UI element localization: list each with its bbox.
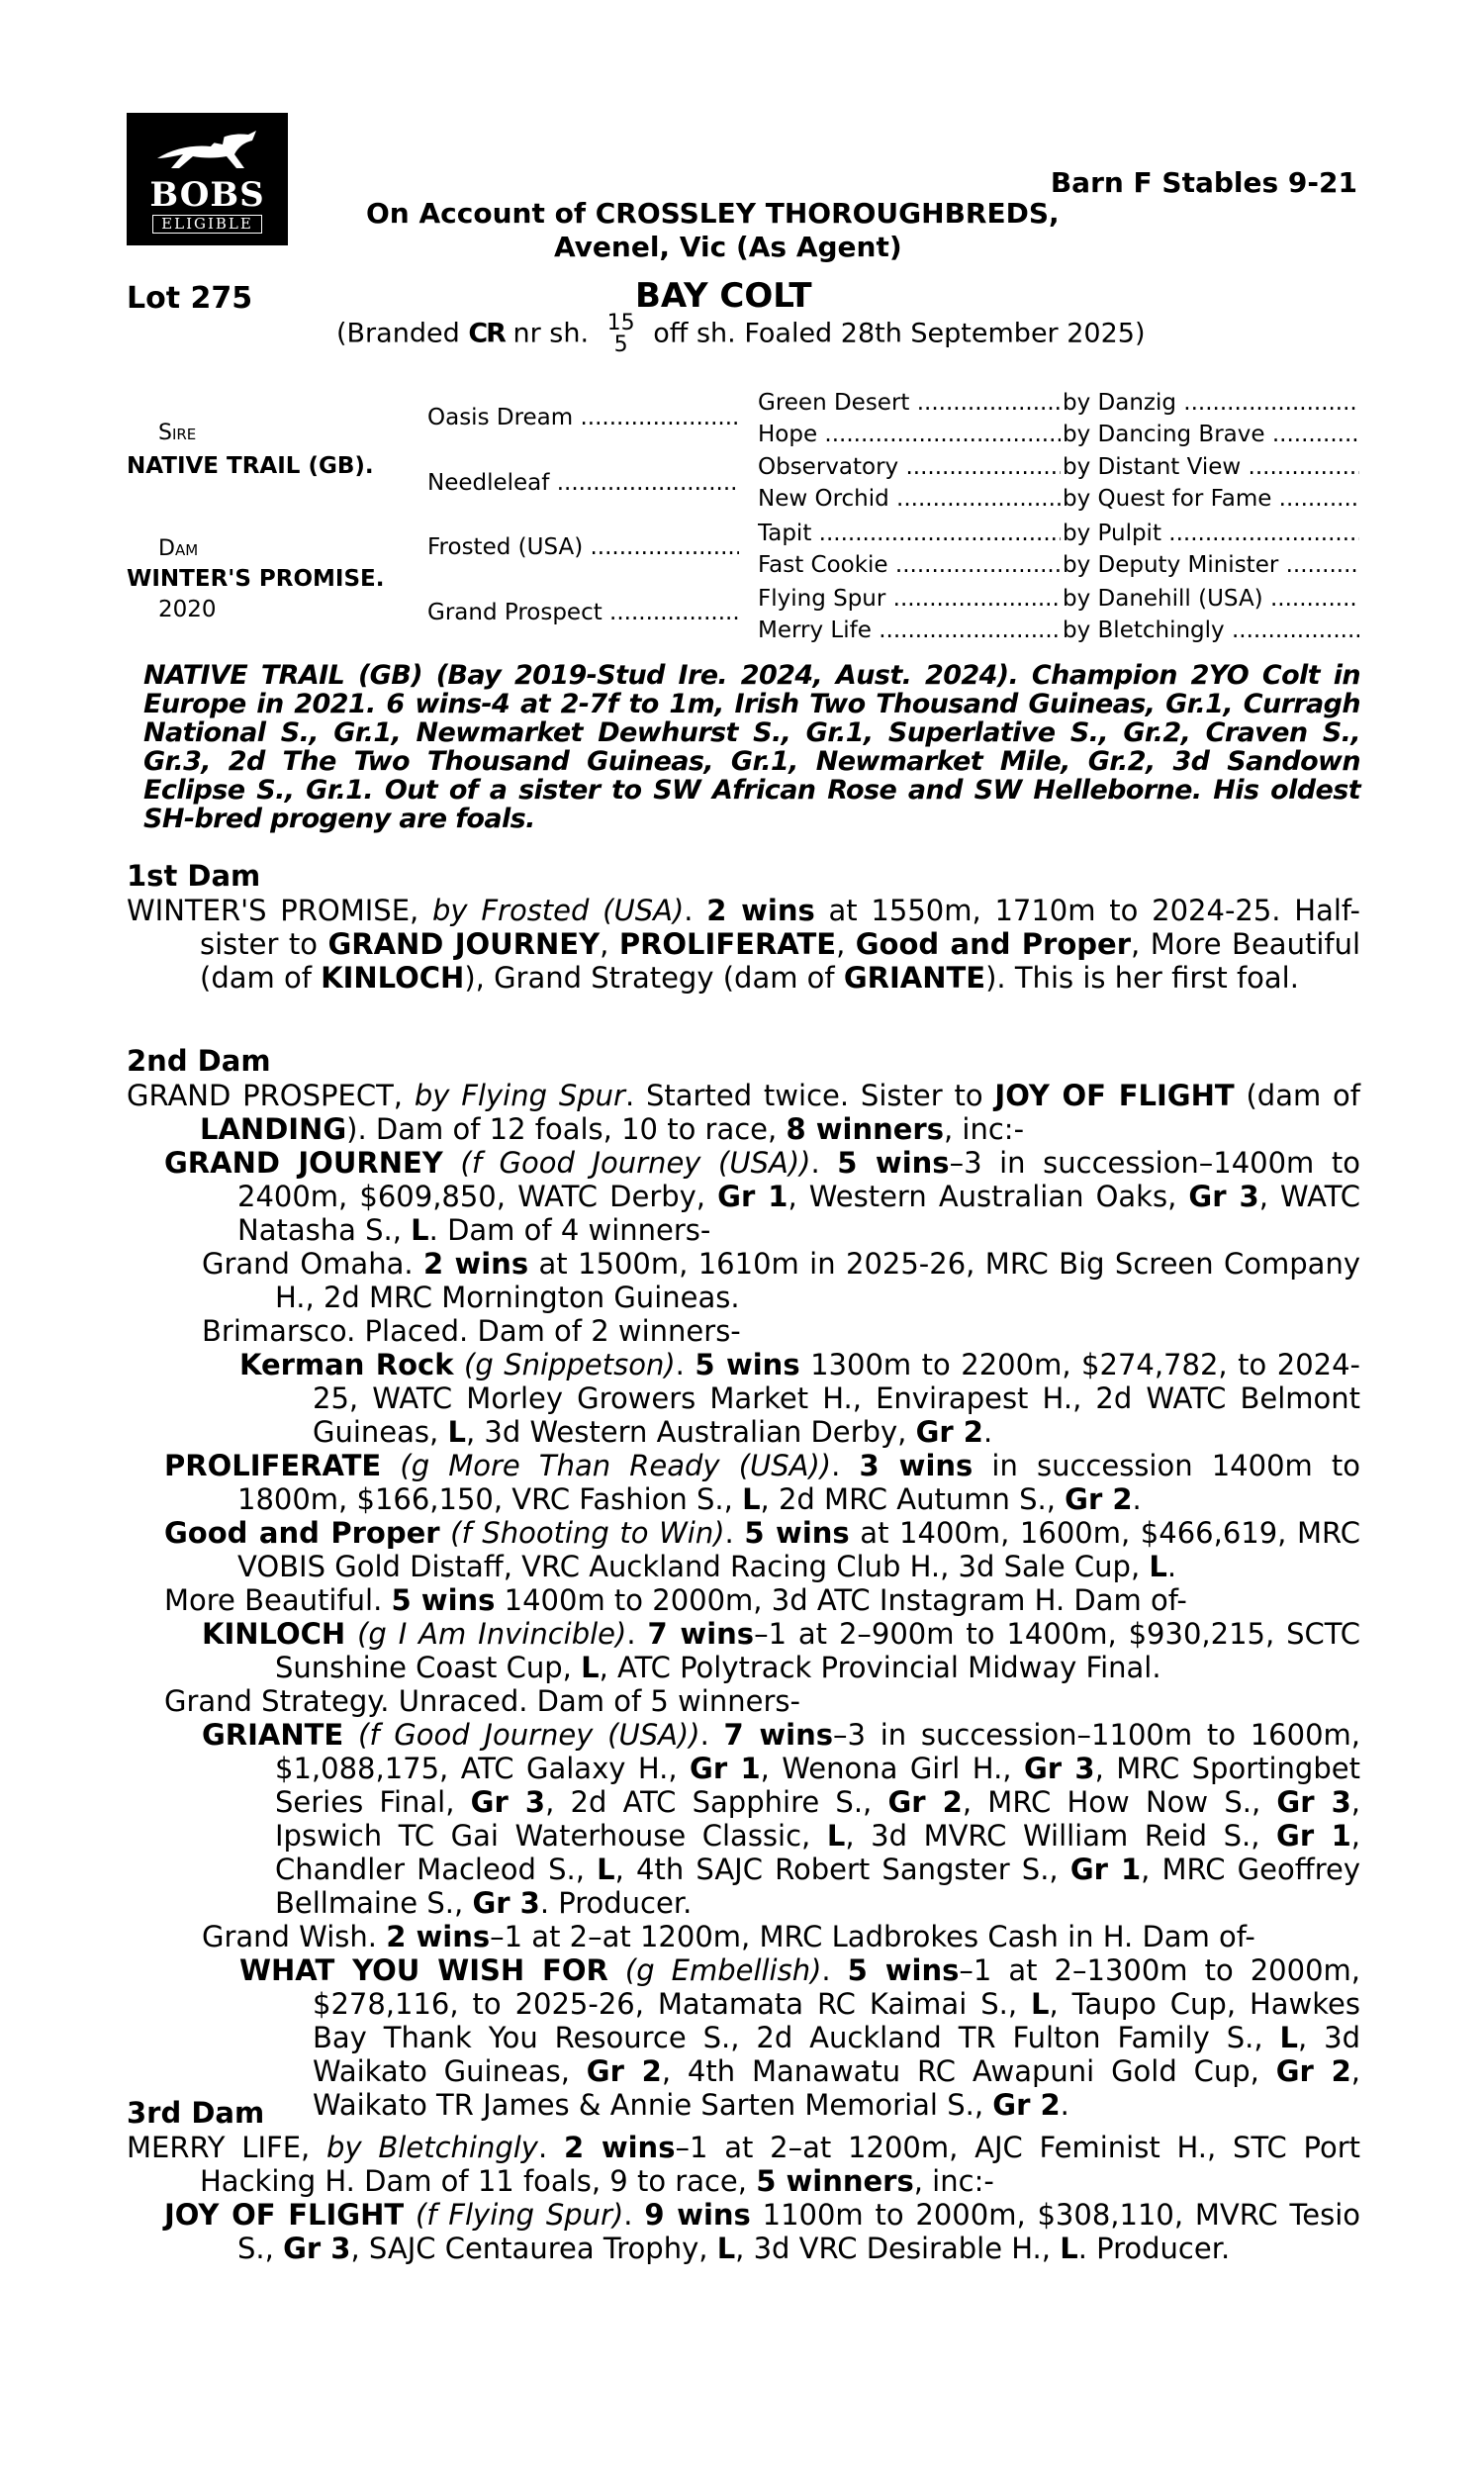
dam2-entry-1: GRAND PROSPECT, by Flying Spur. Started twice. Sister to JOY OF FLIGHT (dam of LANDING). Dam of 12 foals, 10 to race, 8 winners, inc:- — [127, 1079, 1360, 1146]
lot-number: Lot 275 — [127, 281, 253, 316]
dam2-entry-7: Good and Proper (f Shooting to Win). 5 wins at 1400m, 1600m, $466,619, MRC VOBIS Gold Distaff, VRC Auckland Racing Club H., 3d Sale Cup, L. — [164, 1516, 1360, 1583]
ggp-by-6: by Deputy Minister ..... — [1063, 552, 1359, 578]
ggp-by-2: by Dancing Brave ..... — [1063, 422, 1359, 447]
brand-note: (Branded CR nr sh. 15 5 off sh. Foaled 28th September 2025) — [336, 311, 1146, 357]
horse-racing-icon — [153, 129, 262, 172]
ggp-name-7: Flying Spur ..... — [758, 586, 1061, 612]
third-dam-heading: 3rd Dam — [127, 2096, 265, 2130]
dam2-entry-5: Kerman Rock (g Snippetson). 5 wins 1300m to 2200m, $274,782, to 2024-25, WATC Morley Growers Market H., Envirapest H., 2d WATC Belmont Guineas, L, 3d Western Australian Derby, Gr 2. — [239, 1348, 1361, 1449]
granddam-1: Needleleaf ..... — [427, 470, 739, 496]
dam3-entry-1: MERRY LIFE, by Bletchingly. 2 wins–1 at 2–at 1200m, AJC Feminist H., STC Port Hacking H. Dam of 11 foals, 9 to race, 5 winners, inc:- — [127, 2131, 1360, 2198]
dam2-entry-9: KINLOCH (g I Am Invincible). 7 wins–1 at 2–900m to 1400m, $930,215, SCTC Sunshine Coast Cup, L, ATC Polytrack Provincial Midway Final. — [202, 1617, 1361, 1684]
second-dam-block — [127, 1079, 1360, 2122]
lot-title: BAY COLT — [635, 276, 812, 316]
dam2-entry-12: Grand Wish. 2 wins–1 at 2–at 1200m, MRC Ladbrokes Cash in H. Dam of- — [202, 1920, 1255, 1953]
logo-subtitle: ELIGIBLE — [152, 215, 262, 234]
ggp-name-4: New Orchid ..... — [758, 486, 1061, 512]
sire-label: Sire — [158, 421, 197, 445]
second-dam-heading: 2nd Dam — [127, 1044, 271, 1078]
dam2-entry-13: WHAT YOU WISH FOR (g Embellish). 5 wins–1 at 2–1300m to 2000m, $278,116, to 2025-26, Matamata RC Kaimai S., L, Taupo Cup, Hawkes Bay Thank You Resource S., 2d Auckland TR Fulton Family S., L, 3d Waikato Guineas, Gr 2, 4th Manawatu RC Awapuni Gold Cup, Gr 2, Waikato TR James & Annie Sarten Memorial S., Gr 2. — [239, 1953, 1360, 2122]
ggp-name-5: Tapit ..... — [758, 521, 1061, 546]
dam-foaled-year: 2020 — [158, 597, 217, 622]
dam2-entry-11: GRIANTE (f Good Journey (USA)). 7 wins–3 in succession–1100m to 1600m, $1,088,175, ATC Galaxy H., Gr 1, Wenona Girl H., Gr 3, MRC Sportingbet Series Final, Gr 3, 2d ATC Sapphire S., Gr 2, MRC How Now S., Gr 3, Ipswich TC Gai Waterhouse Classic, L, 3d MVRC William Reid S., Gr 1, Chandler Macleod S., L, 4th SAJC Robert Sangster S., Gr 1, MRC Geoffrey Bellmaine S., Gr 3. Producer. — [202, 1718, 1360, 1920]
granddam-2: Grand Prospect ..... — [427, 600, 739, 625]
third-dam-block — [127, 2131, 1360, 2265]
bobs-eligible-logo — [127, 113, 288, 245]
sire-name: NATIVE TRAIL (GB). — [127, 453, 374, 479]
dam2-entry-4: Brimarsco. Placed. Dam of 2 winners- — [202, 1314, 741, 1348]
dam2-entry-10: Grand Strategy. Unraced. Dam of 5 winners- — [164, 1684, 800, 1718]
dam3-entry-2: JOY OF FLIGHT (f Flying Spur). 9 wins 1100m to 2000m, $308,110, MVRC Tesio S., Gr 3, SAJC Centaurea Trophy, L, 3d VRC Desirable H., L. Producer. — [164, 2198, 1361, 2265]
ggp-by-1: by Danzig ..... — [1063, 390, 1359, 416]
brand-mark: CR — [468, 318, 505, 349]
ggp-name-3: Observatory ..... — [758, 454, 1061, 480]
ggp-by-7: by Danehill (USA) ..... — [1063, 586, 1359, 612]
dam1-entry-1: WINTER'S PROMISE, by Frosted (USA). 2 wins at 1550m, 1710m to 2024-25. Half-sister to GRAND JOURNEY, PROLIFERATE, Good and Proper, More Beautiful (dam of KINLOCH), Grand Strategy (dam of GRIANTE). This is her first foal. — [127, 894, 1361, 995]
grandsire-2: Frosted (USA) ..... — [427, 534, 739, 560]
dam2-entry-2: GRAND JOURNEY (f Good Journey (USA)). 5 wins–3 in succession–1400m to 2400m, $609,850, WATC Derby, Gr 1, Western Australian Oaks, Gr 3, WATC Natasha S., L. Dam of 4 winners- — [164, 1146, 1361, 1247]
barn-location: Barn F Stables 9-21 — [1050, 166, 1357, 199]
dam-label: Dam — [158, 536, 199, 561]
dam2-entry-3: Grand Omaha. 2 wins at 1500m, 1610m in 2025-26, MRC Big Screen Company H., 2d MRC Mornington Guineas. — [202, 1247, 1360, 1314]
vendor-line-2: Avenel, Vic (As Agent) — [554, 231, 902, 263]
first-dam-block — [127, 894, 1360, 995]
ggp-by-5: by Pulpit ..... — [1063, 521, 1359, 546]
dam2-entry-8: More Beautiful. 5 wins 1400m to 2000m, 3d ATC Instagram H. Dam of- — [164, 1583, 1187, 1617]
ggp-name-8: Merry Life ..... — [758, 618, 1061, 643]
ggp-by-3: by Distant View ..... — [1063, 454, 1359, 480]
ggp-by-8: by Bletchingly ..... — [1063, 618, 1359, 643]
ggp-name-1: Green Desert ..... — [758, 390, 1061, 416]
first-dam-heading: 1st Dam — [127, 859, 261, 893]
logo-word: BOBS — [149, 175, 265, 215]
dam2-entry-6: PROLIFERATE (g More Than Ready (USA)). 3 wins in succession 1400m to 1800m, $166,150, VRC Fashion S., L, 2d MRC Autumn S., Gr 2. — [164, 1449, 1361, 1516]
grandsire-1: Oasis Dream ..... — [427, 405, 739, 430]
sire-summary: NATIVE TRAIL (GB) (Bay 2019-Stud Ire. 2024, Aust. 2024). Champion 2YO Colt in Europe in 2021. 6 wins-4 at 2-7f to 1m, Irish Two Thousand Guineas, Gr.1, Curragh National S., Gr.1, Newmarket Dewhurst S., Gr.1, Superlative S., Gr.2, Craven S., Gr.3, 2d The Two Thousand Guineas, Gr.1, Newmarket Mile, Gr.2, 3d Sandown Eclipse S., Gr.1. Out of a sister to SW African Rose and SW Helleborne. His oldest SH-bred progeny are foals. — [143, 660, 1360, 834]
vendor-line-1: On Account of CROSSLEY THOROUGHBREDS, — [366, 197, 1060, 230]
ggp-name-2: Hope ..... — [758, 422, 1061, 447]
ggp-by-4: by Quest for Fame ..... — [1063, 486, 1359, 512]
ggp-name-6: Fast Cookie ..... — [758, 552, 1061, 578]
dam-name: WINTER'S PROMISE. — [127, 566, 385, 592]
brand-fraction: 15 5 — [606, 311, 635, 357]
